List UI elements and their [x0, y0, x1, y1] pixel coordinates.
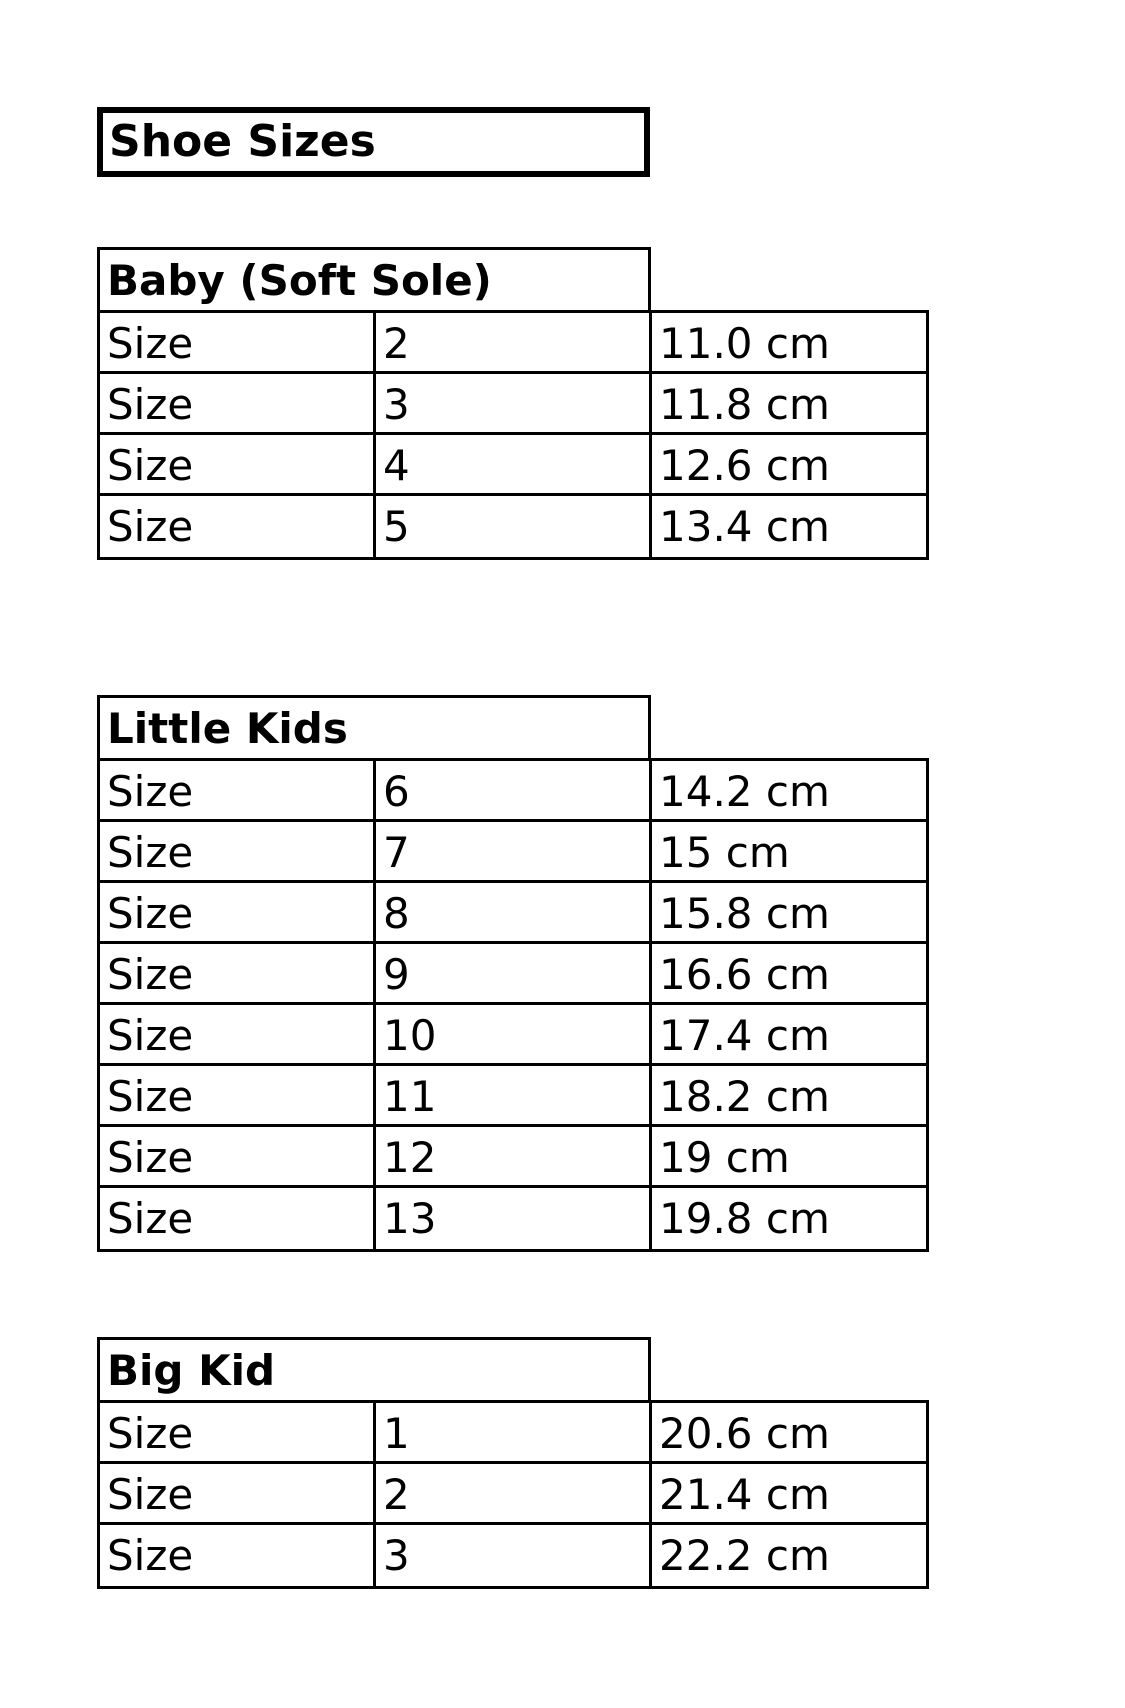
row-size: 8: [373, 880, 652, 947]
row-label: Size: [97, 1461, 376, 1528]
table-row: [97, 1063, 929, 1127]
row-size: 9: [373, 941, 652, 1008]
row-size: 3: [373, 1522, 652, 1589]
row-length: 19 cm: [649, 1124, 929, 1191]
row-length: 18.2 cm: [649, 1063, 929, 1130]
row-length: 16.6 cm: [649, 941, 929, 1008]
row-size: 2: [373, 1461, 652, 1528]
row-size: 1: [373, 1400, 652, 1467]
row-length: 21.4 cm: [649, 1461, 929, 1528]
size-section-big-kid: [97, 1337, 929, 1586]
table-row: [97, 432, 929, 496]
size-section-baby: [97, 247, 929, 557]
size-rows: [97, 310, 929, 557]
row-size: 2: [373, 310, 652, 377]
table-row: [97, 1185, 929, 1249]
table-row: [97, 880, 929, 944]
row-label: Size: [97, 1063, 376, 1130]
row-label: Size: [97, 1124, 376, 1191]
row-length: 11.8 cm: [649, 371, 929, 438]
row-length: 14.2 cm: [649, 758, 929, 825]
table-row: [97, 1461, 929, 1525]
section-heading: Little Kids: [97, 695, 651, 761]
row-label: Size: [97, 432, 376, 499]
row-size: 6: [373, 758, 652, 825]
table-row: [97, 1522, 929, 1586]
row-length: 11.0 cm: [649, 310, 929, 377]
row-label: Size: [97, 941, 376, 1008]
row-size: 7: [373, 819, 652, 886]
row-size: 11: [373, 1063, 652, 1130]
table-row: [97, 493, 929, 557]
table-row: [97, 371, 929, 435]
row-label: Size: [97, 880, 376, 947]
table-row: [97, 1124, 929, 1188]
row-length: 15.8 cm: [649, 880, 929, 947]
row-label: Size: [97, 819, 376, 886]
page-title: Shoe Sizes: [109, 116, 376, 167]
row-length: 22.2 cm: [649, 1522, 929, 1589]
row-label: Size: [97, 1002, 376, 1069]
size-section-little-kids: [97, 695, 929, 1249]
table-row: [97, 819, 929, 883]
row-size: 4: [373, 432, 652, 499]
row-size: 10: [373, 1002, 652, 1069]
row-length: 20.6 cm: [649, 1400, 929, 1467]
row-size: 5: [373, 493, 652, 560]
size-rows: [97, 1400, 929, 1586]
table-row: [97, 941, 929, 1005]
row-length: 15 cm: [649, 819, 929, 886]
row-size: 13: [373, 1185, 652, 1252]
table-row: [97, 1400, 929, 1464]
section-heading: Baby (Soft Sole): [97, 247, 651, 313]
row-length: 13.4 cm: [649, 493, 929, 560]
row-label: Size: [97, 310, 376, 377]
row-label: Size: [97, 1400, 376, 1467]
table-row: [97, 1002, 929, 1066]
row-label: Size: [97, 493, 376, 560]
row-label: Size: [97, 1522, 376, 1589]
row-label: Size: [97, 758, 376, 825]
row-length: 17.4 cm: [649, 1002, 929, 1069]
size-rows: [97, 758, 929, 1249]
row-label: Size: [97, 1185, 376, 1252]
table-row: [97, 310, 929, 374]
row-length: 19.8 cm: [649, 1185, 929, 1252]
row-size: 12: [373, 1124, 652, 1191]
page-title-box: [97, 107, 650, 177]
row-length: 12.6 cm: [649, 432, 929, 499]
section-heading: Big Kid: [97, 1337, 651, 1403]
table-row: [97, 758, 929, 822]
row-size: 3: [373, 371, 652, 438]
row-label: Size: [97, 371, 376, 438]
